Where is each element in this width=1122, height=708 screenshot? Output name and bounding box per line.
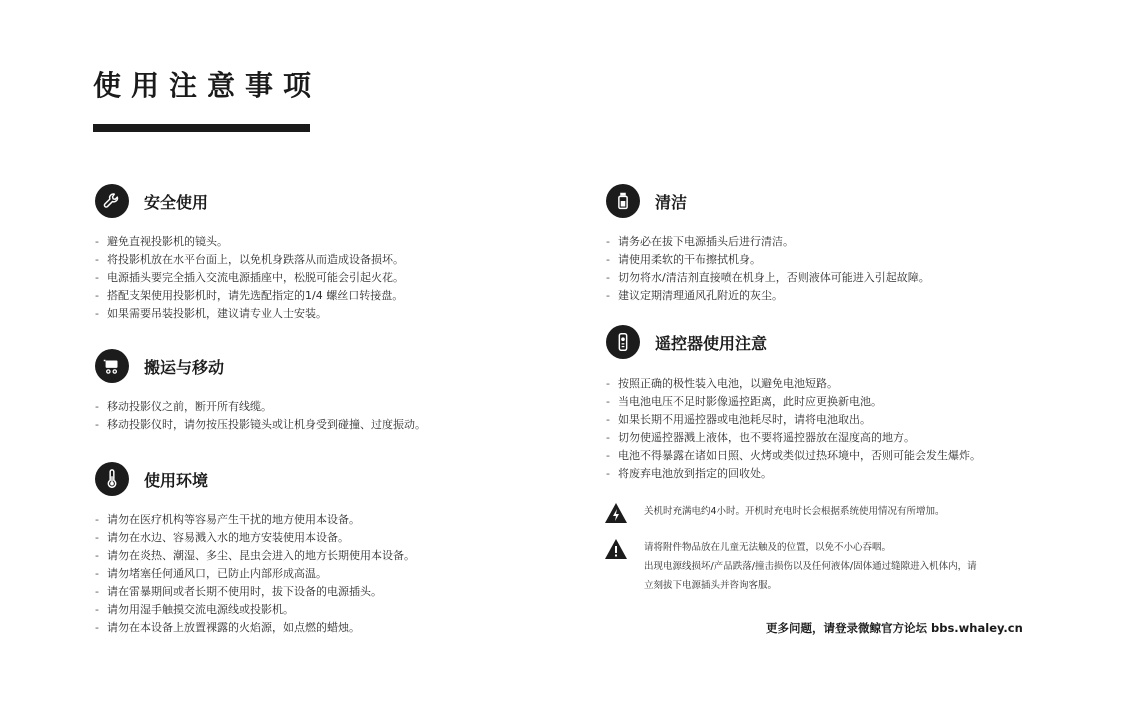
section-remote-list [606, 375, 981, 483]
section-environment-list [95, 511, 415, 637]
section-moving-header [95, 349, 426, 383]
list-item: - 搭配支架使用投影机时，请先选配指定的1/4 螺丝口转接盘。 [95, 287, 404, 305]
safety-warning-note [604, 538, 977, 595]
section-cleaning-header [606, 184, 930, 218]
note-line: 关机时充满电约4小时。开机时充电时长会根据系统使用情况有所增加。 [644, 506, 945, 517]
section-cleaning-list [606, 233, 930, 305]
list-item: - 如果长期不用遥控器或电池耗尽时，请将电池取出。 [606, 411, 981, 429]
page-title: 使用注意事项 [93, 69, 322, 102]
list-item: - 切勿使遥控器溅上液体，也不要将遥控器放在湿度高的地方。 [606, 429, 981, 447]
list-item: - 请勿在医疗机构等容易产生干扰的地方使用本设备。 [95, 511, 415, 529]
list-item: - 移动投影仪之前，断开所有线缆。 [95, 398, 426, 416]
list-item: - 避免直视投影机的镜头。 [95, 233, 404, 251]
section-environment-title: 使用环境 [144, 470, 209, 490]
section-moving-list [95, 398, 426, 434]
list-item: - 请勿在本设备上放置裸露的火焰源，如点燃的蜡烛。 [95, 619, 415, 637]
lightning-warning-icon [604, 502, 628, 524]
list-item: - 当电池电压不足时影像遥控距离，此时应更换新电池。 [606, 393, 981, 411]
list-item: - 如果需要吊装投影机，建议请专业人士安装。 [95, 305, 404, 323]
section-moving-title: 搬运与移动 [144, 357, 225, 377]
section-environment-header [95, 462, 415, 496]
section-safety-header [95, 184, 404, 218]
section-safety-title: 安全使用 [144, 192, 209, 212]
note-line: 立刻拔下电源插头并咨询客服。 [644, 580, 778, 591]
section-remote-title: 遥控器使用注意 [655, 333, 768, 353]
title-underline-bar [93, 124, 310, 132]
list-item: - 切勿将水/清洁剂直接喷在机身上，否则液体可能进入引起故障。 [606, 269, 930, 287]
thermometer-icon [95, 462, 129, 496]
section-safety-list [95, 233, 404, 323]
list-item: - 请勿在炎热、潮湿、多尘、昆虫会进入的地方长期使用本设备。 [95, 547, 415, 565]
safety-warning-text [644, 538, 977, 595]
note-line: 请将附件物品放在儿童无法触及的位置，以免不小心吞咽。 [644, 542, 892, 553]
charging-note-text [644, 502, 945, 521]
section-cleaning [606, 184, 930, 305]
list-item: - 请务必在拔下电源插头后进行清洁。 [606, 233, 930, 251]
section-moving [95, 349, 426, 434]
list-item: - 请勿堵塞任何通风口，已防止内部形成高温。 [95, 565, 415, 583]
exclamation-warning-icon [604, 538, 628, 560]
footer-forum-link: 更多问题，请登录微鲸官方论坛 bbs.whaley.cn [766, 621, 1023, 635]
list-item: - 将投影机放在水平台面上，以免机身跌落从而造成设备损坏。 [95, 251, 404, 269]
list-item: - 电池不得暴露在诸如日照、火烤或类似过热环境中，否则可能会发生爆炸。 [606, 447, 981, 465]
list-item: - 移动投影仪时，请勿按压投影镜头或让机身受到碰撞、过度振动。 [95, 416, 426, 434]
cart-icon [95, 349, 129, 383]
list-item: - 电源插头要完全插入交流电源插座中，松脱可能会引起火花。 [95, 269, 404, 287]
section-remote-header [606, 325, 981, 359]
note-line: 出现电源线损坏/产品跌落/撞击损伤以及任何液体/固体通过缝隙进入机体内，请 [644, 561, 977, 572]
list-item: - 请在雷暴期间或者长期不使用时，拔下设备的电源插头。 [95, 583, 415, 601]
spray-bottle-icon [606, 184, 640, 218]
charging-note [604, 502, 945, 524]
remote-control-icon [606, 325, 640, 359]
list-item: - 按照正确的极性装入电池，以避免电池短路。 [606, 375, 981, 393]
section-environment [95, 462, 415, 637]
list-item: - 请使用柔软的干布擦拭机身。 [606, 251, 930, 269]
list-item: - 请勿在水边、容易溅入水的地方安装使用本设备。 [95, 529, 415, 547]
wrench-icon [95, 184, 129, 218]
list-item: - 建议定期清理通风孔附近的灰尘。 [606, 287, 930, 305]
list-item: - 将废弃电池放到指定的回收处。 [606, 465, 981, 483]
list-item: - 请勿用湿手触摸交流电源线或投影机。 [95, 601, 415, 619]
section-cleaning-title: 清洁 [655, 192, 688, 212]
section-safety [95, 184, 404, 323]
section-remote [606, 325, 981, 483]
